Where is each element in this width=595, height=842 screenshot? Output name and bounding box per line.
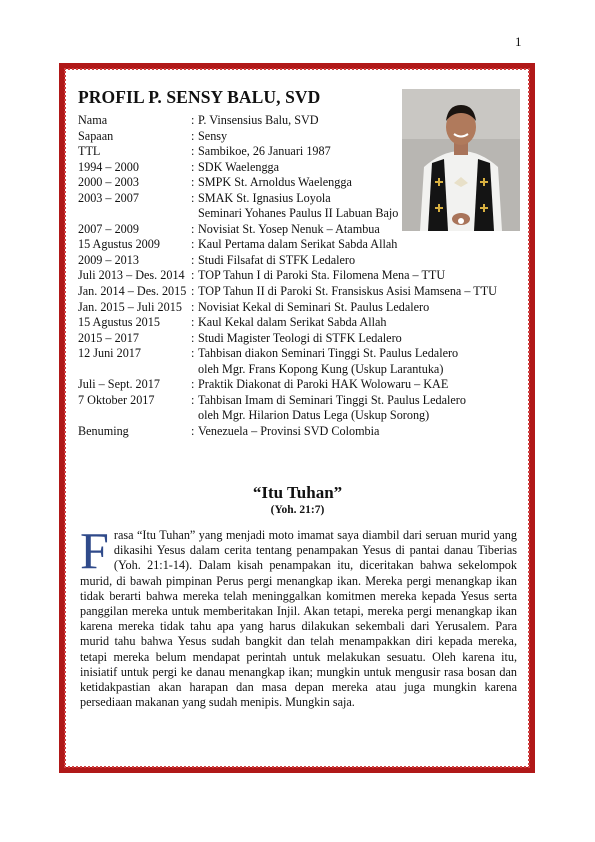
- profile-value: oleh Mgr. Hilarion Datus Lega (Uskup Sorong): [198, 408, 430, 423]
- profile-separator: :: [191, 144, 195, 159]
- profile-separator: [191, 206, 198, 222]
- profile-row: [78, 191, 497, 207]
- profile-separator: :: [191, 377, 195, 392]
- profile-key: 12 Juni 2017: [78, 346, 141, 361]
- profile-value: oleh Mgr. Frans Kopong Kung (Uskup Larantuka): [198, 361, 444, 376]
- profile-row: [78, 144, 497, 160]
- profile-key: 2015 – 2017: [78, 330, 139, 345]
- profile-row: [78, 377, 497, 393]
- profile-value: Sambikoe, 26 Januari 1987: [198, 144, 331, 159]
- profile-separator: :: [191, 268, 195, 283]
- profile-row: [78, 284, 497, 300]
- profile-value: Tahbisan Imam di Seminari Tinggi St. Paulus Ledalero: [198, 392, 466, 407]
- profile-row: [78, 331, 497, 347]
- profile-value: Novisiat St. Yosep Nenuk – Atambua: [198, 221, 380, 236]
- profile-key: TTL: [78, 144, 101, 159]
- profile-row: [78, 253, 497, 269]
- essay-body: [80, 523, 517, 710]
- profile-value: TOP Tahun II di Paroki St. Fransiskus Asisi Mamsena – TTU: [198, 284, 497, 299]
- profile-value: Tahbisan diakon Seminari Tinggi St. Paulus Ledalero: [198, 346, 459, 361]
- profile-row: [78, 237, 497, 253]
- essay-title: “Itu Tuhan”: [252, 483, 343, 502]
- profile-value: Kaul Pertama dalam Serikat Sabda Allah: [198, 237, 398, 252]
- profile-separator: :: [191, 252, 195, 267]
- profile-key: 7 Oktober 2017: [78, 392, 155, 407]
- profile-row: [78, 315, 497, 331]
- profile-key: Juli – Sept. 2017: [78, 377, 160, 392]
- profile-separator: :: [191, 330, 195, 345]
- profile-row: [78, 393, 497, 409]
- profile-row: [78, 408, 497, 424]
- profile-row: [78, 222, 497, 238]
- profile-row: [78, 129, 497, 145]
- profile-key: 2003 – 2007: [78, 190, 139, 205]
- profile-value: P. Vinsensius Balu, SVD: [198, 113, 319, 127]
- profile-separator: :: [191, 221, 195, 236]
- profile-row: [78, 300, 497, 316]
- profile-key: [78, 362, 191, 378]
- profile-separator: [191, 362, 198, 378]
- profile-separator: :: [191, 159, 195, 174]
- profile-title: PROFIL P. SENSY BALU, SVD: [78, 87, 321, 107]
- profile-separator: :: [191, 190, 195, 205]
- profile-row: [78, 268, 497, 284]
- profile-separator: :: [191, 175, 195, 190]
- profile-separator: :: [191, 128, 195, 143]
- profile-row: [78, 362, 497, 378]
- profile-row: [78, 175, 497, 191]
- profile-table: [78, 113, 497, 439]
- profile-key: Juli 2013 – Des. 2014: [78, 268, 185, 283]
- page-number: 1: [515, 34, 522, 49]
- profile-value: Venezuela – Provinsi SVD Colombia: [198, 423, 380, 438]
- profile-key: [78, 408, 191, 424]
- profile-value: SDK Waelengga: [198, 159, 280, 174]
- profile-separator: :: [191, 315, 195, 330]
- profile-value: Sensy: [198, 128, 228, 143]
- profile-separator: :: [191, 237, 195, 252]
- profile-separator: [191, 408, 198, 424]
- profile-row: [78, 206, 497, 222]
- profile-key: 15 Agustus 2009: [78, 237, 160, 252]
- profile-separator: :: [191, 346, 195, 361]
- profile-value: Studi Magister Teologi di STFK Ledalero: [198, 330, 402, 345]
- profile-key: Benuming: [78, 423, 129, 438]
- profile-value: Studi Filsafat di STFK Ledalero: [198, 252, 356, 267]
- profile-row: [78, 346, 497, 362]
- profile-value: SMAK St. Ignasius Loyola: [198, 190, 331, 205]
- profile-separator: :: [191, 284, 195, 299]
- profile-row: [78, 160, 497, 176]
- profile-row: [78, 113, 497, 129]
- profile-value: Praktik Diakonat di Paroki HAK Wolowaru – KAE: [198, 377, 449, 392]
- profile-key: Nama: [78, 113, 108, 127]
- profile-separator: :: [191, 299, 195, 314]
- drop-cap: F: [80, 523, 109, 580]
- profile-key: 2007 – 2009: [78, 221, 139, 236]
- profile-key: 2000 – 2003: [78, 175, 139, 190]
- profile-value: Kaul Kekal dalam Serikat Sabda Allah: [198, 315, 387, 330]
- profile-key: Sapaan: [78, 128, 114, 143]
- profile-row: [78, 424, 497, 440]
- profile-key: [78, 206, 191, 222]
- profile-key: Jan. 2015 – Juli 2015: [78, 299, 182, 314]
- essay-text: rasa “Itu Tuhan” yang menjadi moto imamat saya diambil dari seruan murid yang dikasihi Yesus dalam cerita tentang penampakan Yesus di pantai danau Tiberias (Yoh. 21:1-14). Dalam kisah penampakan itu, diceritakan bahwa sekelompok murid, di bawah pimpinan Perus pergi menangkap ikan. Mereka pergi menangkap ikan tidak berarti bahwa mereka telah meninggalkan komitmen mereka kepada Yesus serta panggilan mereka untuk memberitakan Injil. Akan tetapi, mereka pergi menangkap ikan karena mereka tidak tahu apa yang harus dilakukan sekembali dari Yerusalem. Para murid tahu bahwa Yesus sudah bangkit dan telah menampakkan diri kepada mereka, tetapi mereka belum mendapat perintah untuk melakukan sesuatu. Oleh karena itu, inisiatif untuk pergi ke danau menangkap ikan; mungkin untuk mengusir rasa bosan dan ketidakpastian akan harapan dan masa depan mereka atau juga mungkin karena persediaan makanan yang sudah menipis. Mungkin saja.: [80, 528, 517, 710]
- profile-value: TOP Tahun I di Paroki Sta. Filomena Mena – TTU: [198, 268, 446, 283]
- profile-value: Novisiat Kekal di Seminari St. Paulus Ledalero: [198, 299, 430, 314]
- profile-key: 2009 – 2013: [78, 252, 139, 267]
- profile-key: 1994 – 2000: [78, 159, 139, 174]
- profile-separator: :: [191, 392, 195, 407]
- profile-separator: :: [191, 113, 195, 127]
- profile-key: Jan. 2014 – Des. 2015: [78, 284, 187, 299]
- profile-value: SMPK St. Arnoldus Waelengga: [198, 175, 352, 190]
- essay-reference: (Yoh. 21:7): [270, 504, 325, 516]
- profile-separator: :: [191, 423, 195, 438]
- profile-value: Seminari Yohanes Paulus II Labuan Bajo: [198, 206, 399, 221]
- profile-key: 15 Agustus 2015: [78, 315, 160, 330]
